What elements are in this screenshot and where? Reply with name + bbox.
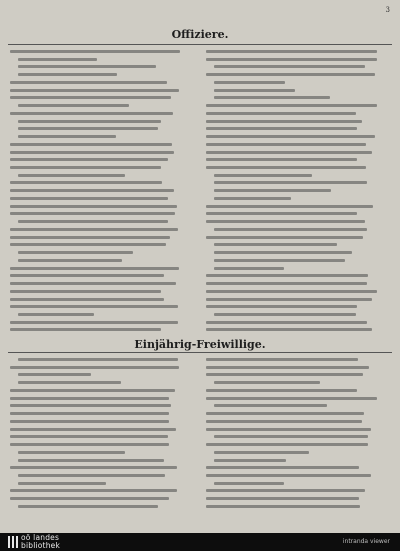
text-line: [10, 495, 182, 501]
text-line: [206, 379, 378, 385]
text-line: [10, 218, 182, 224]
text-line: [206, 464, 378, 470]
library-logo[interactable]: [8, 534, 98, 551]
text-line: [10, 156, 182, 162]
text-line: [206, 487, 378, 493]
text-line: [10, 179, 182, 185]
text-line: [206, 272, 378, 278]
text-line: [10, 102, 182, 108]
text-line: [10, 141, 182, 147]
library-logo-icon: [8, 536, 18, 548]
text-line: [206, 71, 378, 77]
text-line: [206, 387, 378, 393]
text-line: [10, 63, 182, 69]
text-line: [10, 56, 182, 62]
text-line: [10, 371, 182, 377]
text-line: [206, 303, 378, 309]
text-line: [10, 164, 182, 170]
text-line: [10, 272, 182, 278]
text-line: [206, 265, 378, 271]
text-column-left: [10, 48, 182, 334]
text-line: [10, 503, 182, 509]
text-line: [206, 48, 378, 54]
text-line: [10, 210, 182, 216]
text-line: [206, 79, 378, 85]
text-line: [10, 426, 182, 432]
divider: [8, 352, 392, 353]
text-line: [206, 402, 378, 408]
text-line: [10, 387, 182, 393]
text-line: [10, 449, 182, 455]
text-line: [206, 364, 378, 370]
text-line: [10, 326, 182, 332]
text-column-right: [206, 356, 378, 511]
text-line: [10, 418, 182, 424]
text-line: [206, 63, 378, 69]
text-line: [206, 87, 378, 93]
text-line: [206, 164, 378, 170]
text-line: [206, 226, 378, 232]
text-line: [10, 187, 182, 193]
page-number: 3: [385, 6, 390, 14]
text-line: [10, 303, 182, 309]
text-line: [206, 288, 378, 294]
text-line: [10, 356, 182, 362]
text-line: [10, 464, 182, 470]
text-line: [206, 418, 378, 424]
text-line: [10, 249, 182, 255]
text-line: [10, 149, 182, 155]
text-line: [10, 195, 182, 201]
text-line: [10, 402, 182, 408]
text-line: [206, 133, 378, 139]
text-line: [206, 472, 378, 478]
text-line: [10, 265, 182, 271]
logo-text-line2: bibliothek: [21, 541, 61, 550]
text-line: [10, 457, 182, 463]
text-line: [10, 48, 182, 54]
text-line: [10, 441, 182, 447]
text-line: [10, 94, 182, 100]
text-line: [206, 495, 378, 501]
text-line: [206, 395, 378, 401]
text-line: [10, 280, 182, 286]
text-line: [206, 234, 378, 240]
text-line: [10, 410, 182, 416]
text-column-right: [206, 48, 378, 334]
text-line: [10, 395, 182, 401]
text-line: [206, 311, 378, 317]
text-line: [206, 118, 378, 124]
text-line: [10, 379, 182, 385]
text-line: [206, 356, 378, 362]
text-line: [10, 234, 182, 240]
text-line: [206, 457, 378, 463]
text-line: [206, 319, 378, 325]
text-line: [10, 319, 182, 325]
text-line: [206, 410, 378, 416]
text-line: [10, 480, 182, 486]
text-line: [10, 257, 182, 263]
text-line: [206, 280, 378, 286]
text-line: [206, 441, 378, 447]
text-line: [206, 480, 378, 486]
text-line: [206, 218, 378, 224]
text-line: [10, 311, 182, 317]
text-line: [10, 433, 182, 439]
text-line: [10, 110, 182, 116]
text-line: [206, 141, 378, 147]
text-line: [206, 195, 378, 201]
text-line: [206, 156, 378, 162]
text-line: [10, 203, 182, 209]
text-line: [10, 133, 182, 139]
text-line: [206, 426, 378, 432]
text-line: [206, 210, 378, 216]
text-line: [206, 433, 378, 439]
text-line: [206, 241, 378, 247]
text-line: [10, 118, 182, 124]
text-line: [10, 472, 182, 478]
text-line: [206, 149, 378, 155]
text-line: [10, 71, 182, 77]
section-heading-officers: Offiziere.: [171, 28, 229, 41]
text-line: [10, 87, 182, 93]
logo-text-line1: oö landes: [21, 533, 60, 542]
text-line: [206, 371, 378, 377]
text-line: [10, 79, 182, 85]
text-line: [206, 503, 378, 509]
text-line: [10, 487, 182, 493]
viewer-footer: [0, 533, 400, 551]
text-line: [10, 364, 182, 370]
text-line: [10, 125, 182, 131]
text-line: [206, 257, 378, 263]
text-line: [10, 172, 182, 178]
text-line: [206, 326, 378, 332]
text-line: [206, 249, 378, 255]
text-line: [206, 56, 378, 62]
text-line: [10, 226, 182, 232]
text-line: [10, 296, 182, 302]
text-line: [206, 110, 378, 116]
text-line: [206, 203, 378, 209]
divider: [8, 44, 392, 45]
text-column-left: [10, 356, 182, 511]
text-line: [206, 449, 378, 455]
text-line: [206, 179, 378, 185]
text-line: [206, 94, 378, 100]
text-line: [206, 172, 378, 178]
text-line: [206, 102, 378, 108]
text-line: [206, 296, 378, 302]
text-line: [10, 288, 182, 294]
text-line: [206, 125, 378, 131]
viewer-label: intranda viewer: [342, 538, 390, 545]
section-heading-volunteers: Einjährig-Freiwillige.: [134, 338, 266, 351]
text-line: [10, 241, 182, 247]
text-line: [206, 187, 378, 193]
